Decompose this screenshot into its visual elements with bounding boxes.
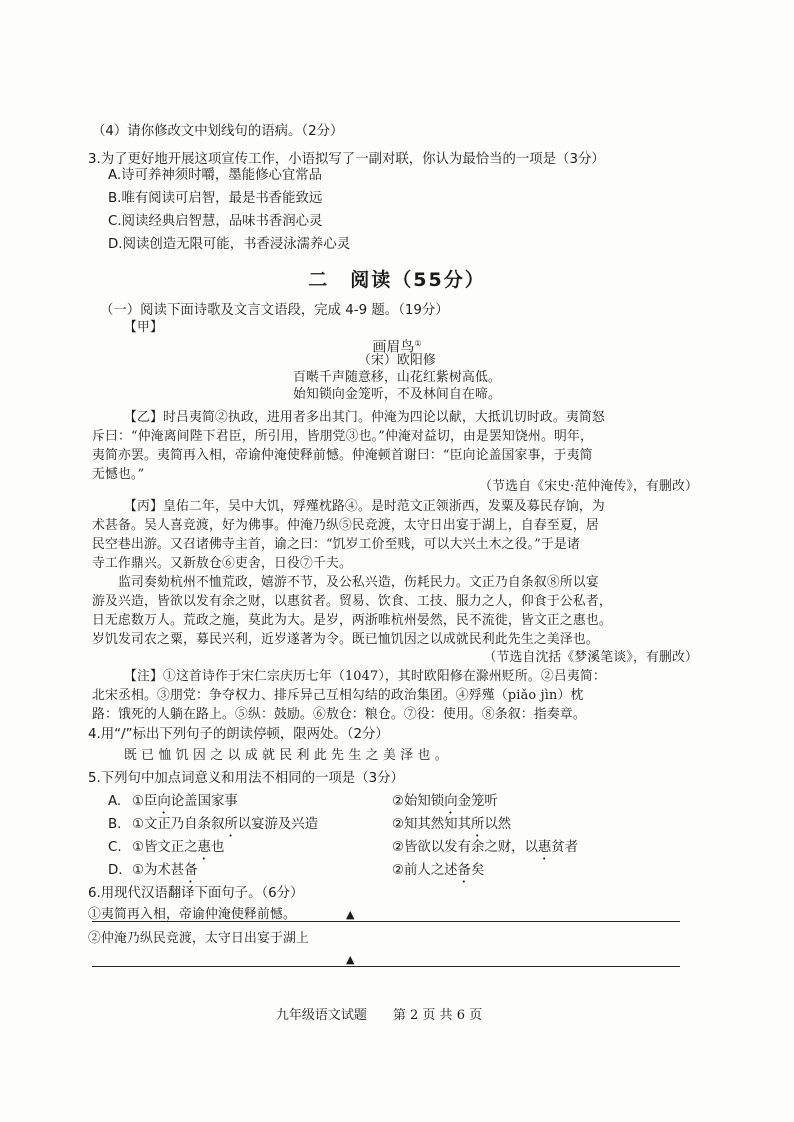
section-2-title: 二 阅读（55分）	[308, 269, 486, 291]
question-5-row-d	[108, 861, 668, 880]
answer-line-2[interactable]	[92, 966, 680, 967]
yi-source: （节选自《宋史·范仲淹传》，有删改）	[479, 479, 698, 494]
row-c-right: ②皆欲以发有余之财，以惠贫者	[392, 840, 579, 855]
part-1-intro: （一）阅读下面诗歌及文言文语段，完成 4-9 题。（19分）	[100, 303, 449, 318]
bing-line-2: 术甚备。吴人喜竞渡，好为佛事。仲淹乃纵⑤民竞渡，太守日出宴于湖上，自春至夏，居	[92, 518, 599, 533]
bing-line-8: 岁饥发司农之粟，募民兴利，近岁遂著为令。既已恤饥因之以成就民利此先生之美泽也。	[92, 632, 599, 647]
question-3-option-b: B.唯有阅读可启智，最是书香能致远	[108, 191, 323, 206]
poem-line-2: 始知锁向金笼听，不及林间自在啼。	[293, 387, 501, 402]
poem-line-1: 百啭千声随意移，山花红紫树高低。	[293, 370, 501, 385]
page-footer: 九年级语文试题 第 2 页 共 6 页	[275, 1008, 483, 1023]
question-5-stem: 5.下列句中加点词意义和用法不相同的一项是（3分）	[88, 771, 404, 786]
poem-title-note-mark: ①	[414, 339, 422, 348]
question-5-row-c	[108, 838, 668, 857]
bing-line-1: 【丙】皇佑二年，吴中大饥，殍殣枕路④。是时范文正领浙西，发粟及募民存饷，为	[124, 499, 605, 514]
question-5-row-a	[108, 792, 668, 811]
note-line-3: 路：饿死的人躺在路上。⑤纵：鼓励。⑥敖仓：粮仓。⑦役：使用。⑧条叙：指奏章。	[92, 707, 586, 722]
jia-label: 【甲】	[124, 320, 163, 335]
row-c-label: C.	[108, 840, 122, 855]
question-2-4: （4）请你修改文中划线句的语病。（2分）	[92, 124, 344, 139]
bing-line-4: 寺工作鼎兴。又新敖仓⑥吏舍，日役⑦千夫。	[92, 556, 352, 571]
poem-title: 画眉鸟①	[372, 339, 422, 356]
row-a-label: A.	[108, 794, 122, 809]
poem-author: （宋）欧阳修	[358, 353, 436, 368]
row-a-right: ②始知锁向金笼听	[392, 794, 498, 809]
question-3-stem: 3.为了更好地开展这项宣传工作，小语拟写了一副对联，你认为最恰当的一项是（3分）	[88, 152, 605, 167]
yi-line-1: 【乙】时吕夷简②执政，进用者多出其门。仲淹为四论以献，大抵讥切时政。夷简怒	[124, 410, 605, 425]
bing-source: （节选自沈括《梦溪笔谈》，有删改）	[483, 650, 698, 665]
question-3-option-d: D.阅读创造无限可能，书香浸泳濡养心灵	[108, 237, 351, 252]
question-6-sentence-2: ②仲淹乃纵民竞渡，太守日出宴于湖上	[88, 931, 309, 946]
row-d-label: D.	[108, 863, 123, 878]
row-c-left: ①皆文正之惠也	[132, 840, 225, 855]
answer-line-1[interactable]	[92, 921, 680, 922]
bing-line-6: 游及兴造，皆欲以发有余之财，以惠贫者。贸易、饮食、工技、服力之人，仰食于公私者，	[92, 594, 612, 609]
yi-line-3: 夷简亦罢。夷简再入相，帝谕仲淹使释前憾。仲淹顿首谢曰：“臣向论盖国家事，于夷简	[92, 448, 593, 463]
row-b-label: B.	[108, 817, 122, 832]
question-6-sentence-1: ①夷简再入相，帝谕仲淹使释前憾。	[88, 907, 296, 922]
question-6-stem: 6.用现代汉语翻译下面句子。（6分）	[88, 886, 304, 901]
row-a-left: ①臣向论盖国家事	[132, 794, 238, 809]
question-3-option-a: A.诗可养神须时嚼，墨能修心宜常品	[108, 168, 323, 183]
note-line-2: 北宋丞相。③朋党：争夺权力、排斥异己互相勾结的政治集团。④殍殣（piǎo jìn）枕	[92, 688, 584, 703]
question-3-option-c: C.阅读经典启智慧，品味书香润心灵	[108, 214, 323, 229]
question-5-row-b	[108, 815, 668, 834]
bing-line-3: 民空巷出游。又召诸佛寺主首，谕之曰：“饥岁工价至贱，可以大兴土木之役。”于是诸	[92, 537, 580, 552]
bing-line-7: 日无虑数万人。荒政之施，莫此为大。是岁，两浙唯杭州晏然，民不流徙，皆文正之惠也。	[92, 613, 612, 628]
answer-marker-1: ▲	[346, 908, 355, 921]
row-b-right: ②知其然知其所以然	[392, 817, 512, 832]
yi-line-2: 斥曰：“仲淹离间陛下君臣，所引用，皆朋党③也。”仲淹对益切，由是罢知饶州。明年，	[92, 429, 593, 444]
note-line-1: 【注】①这首诗作于宋仁宗庆历七年（1047），其时欧阳修在滁州贬所。②吕夷简：	[124, 669, 606, 684]
question-4-sentence: 既 已 恤 饥 因 之 以 成 就 民 利 此 先 生 之 美 泽 也 。	[124, 748, 448, 763]
yi-line-4: 无憾也。”	[92, 467, 145, 482]
bing-line-5: 监司奏劾杭州不恤荒政，嬉游不节，及公私兴造，伤耗民力。文正乃自条叙⑧所以宴	[92, 575, 599, 590]
answer-marker-2: ▲	[346, 953, 355, 966]
row-d-right: ②前人之述备矣	[392, 863, 485, 878]
question-4-stem: 4.用“/”标出下列句子的朗读停顿，限两处。（2分）	[88, 727, 389, 742]
row-b-left: ①文正乃自条叙所以宴游及兴造	[132, 817, 319, 832]
row-d-left: ①为术甚备	[132, 863, 198, 878]
